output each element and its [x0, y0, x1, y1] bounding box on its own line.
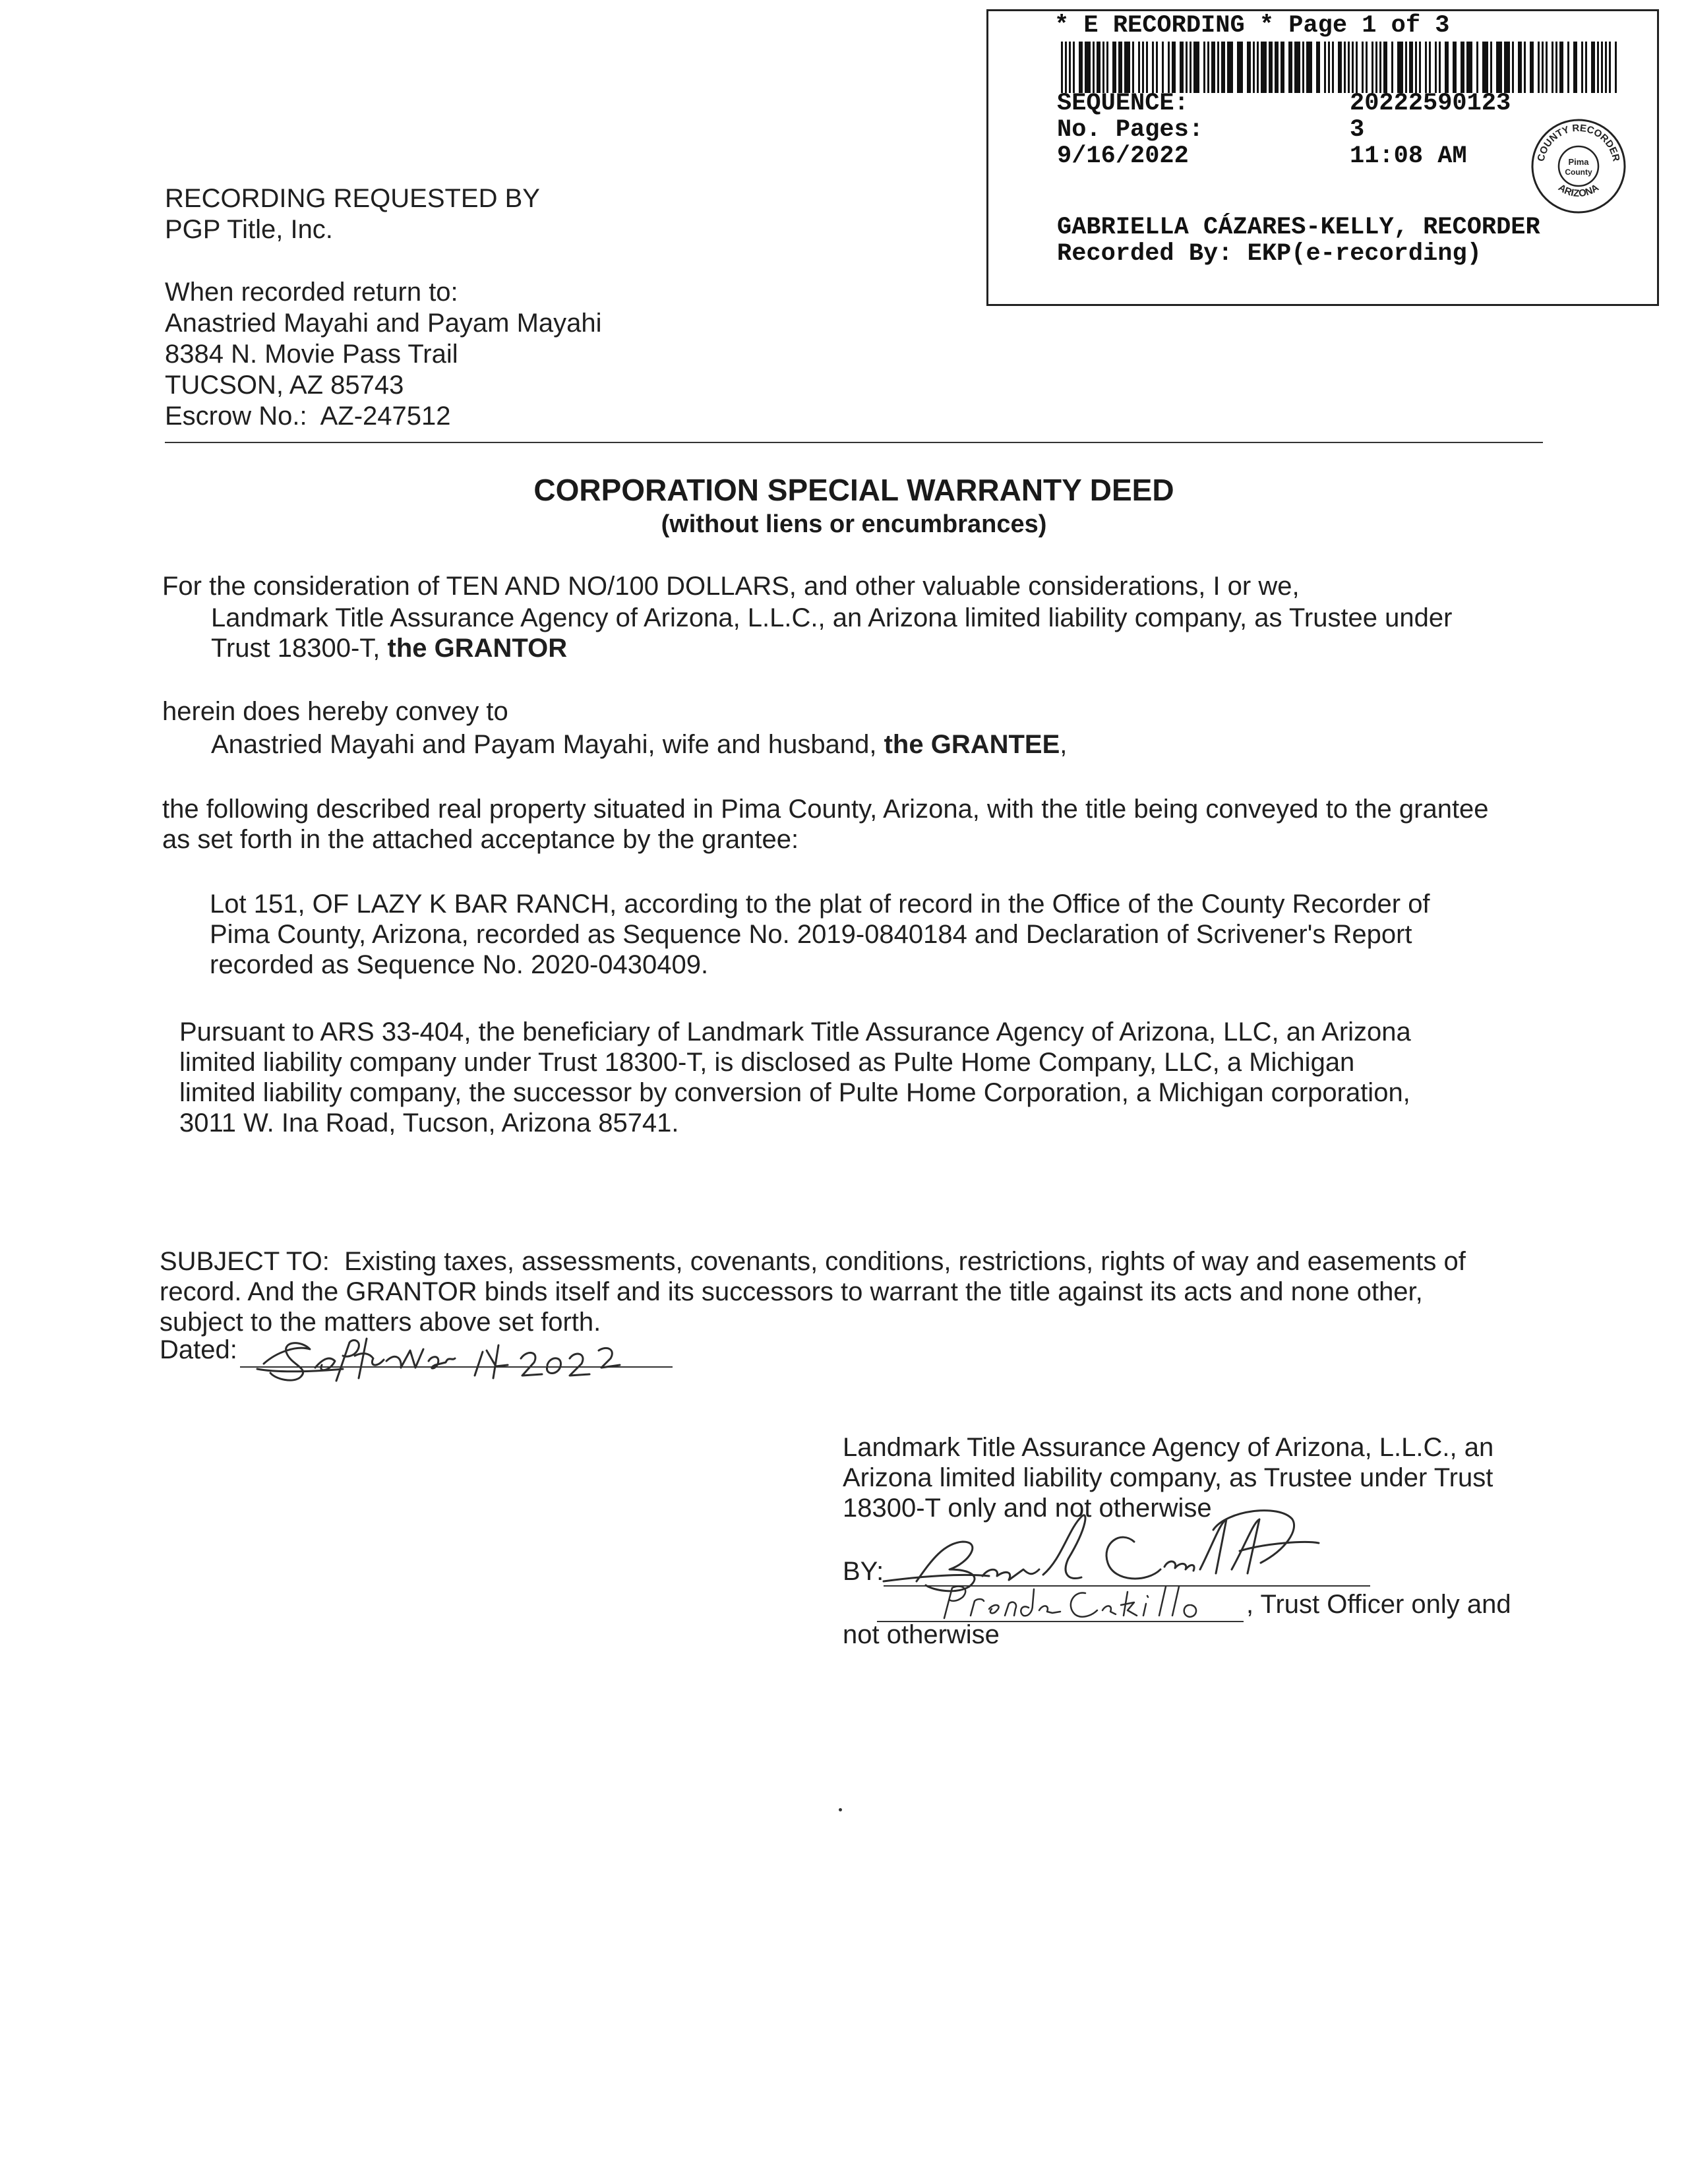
barcode-bar: [1253, 42, 1255, 93]
barcode-bar: [1079, 42, 1083, 93]
handwritten-printed-name: [936, 1579, 1240, 1625]
return-to-block: [165, 277, 602, 432]
barcode-bar: [1328, 42, 1330, 93]
barcode-bar: [1352, 42, 1354, 93]
barcode-bar: [1237, 42, 1243, 93]
requested-by: PGP Title, Inc.: [165, 215, 333, 244]
not-otherwise-text: not otherwise: [843, 1620, 1000, 1649]
barcode-bar: [1391, 42, 1393, 93]
barcode-bar: [1261, 42, 1267, 93]
barcode-bar: [1162, 42, 1164, 93]
legal-description-1: Lot 151, OF LAZY K BAR RANCH, according to the plat of record in the Office of the County Recorder of: [210, 890, 1430, 919]
trust-officer-text: , Trust Officer only and: [1246, 1590, 1511, 1619]
barcode-bar: [1193, 42, 1199, 93]
dated-label: Dated:: [160, 1335, 237, 1364]
grantee-names: Anastried Mayahi and Payam Mayahi, wife and husband,: [211, 730, 877, 759]
barcode-bar: [1172, 42, 1176, 93]
ars-disclosure-3: limited liability company, the successor by conversion of Pulte Home Corporation, a Michigan corporation,: [179, 1078, 1410, 1107]
subject-to-1: SUBJECT TO: Existing taxes, assessments, covenants, conditions, restrictions, rights of way and easements of: [160, 1247, 1466, 1276]
barcode-bar: [1227, 42, 1233, 93]
barcode-bar: [1362, 42, 1364, 93]
barcode-bar: [1512, 42, 1514, 93]
barcode-bar: [1269, 42, 1273, 93]
barcode-bar: [1461, 42, 1464, 93]
barcode-bar: [1211, 42, 1215, 93]
barcode-bar: [1546, 42, 1548, 93]
barcode: [1061, 42, 1621, 93]
barcode-bar: [1573, 42, 1577, 93]
convey-text: herein does hereby convey to: [162, 697, 508, 726]
barcode-bar: [1073, 42, 1075, 93]
grantee-comma: ,: [1060, 730, 1068, 759]
barcode-bar: [1146, 42, 1148, 93]
barcode-bar: [1221, 42, 1225, 93]
barcode-bar: [1615, 42, 1617, 93]
barcode-bar: [1332, 42, 1334, 93]
sequence-label: SEQUENCE:: [1057, 90, 1189, 117]
barcode-bar: [1106, 42, 1108, 93]
pages-label: No. Pages:: [1057, 116, 1204, 144]
recording-stamp: [986, 9, 1659, 306]
barcode-bar: [1102, 42, 1104, 93]
requested-by-label: RECORDING REQUESTED BY: [165, 184, 540, 213]
barcode-bar: [1405, 42, 1407, 93]
barcode-bar: [1601, 42, 1603, 93]
barcode-bar: [1453, 42, 1457, 93]
barcode-bar: [1581, 42, 1583, 93]
document-title: CORPORATION SPECIAL WARRANTY DEED: [533, 473, 1174, 507]
barcode-bar: [1538, 42, 1540, 93]
recorded-date: 9/16/2022: [1057, 142, 1189, 170]
header-divider: [165, 442, 1543, 443]
legal-description-3: recorded as Sequence No. 2020-0430409.: [210, 950, 709, 979]
barcode-bar: [1597, 42, 1599, 93]
barcode-bar: [1439, 42, 1441, 93]
barcode-bar: [1069, 42, 1071, 93]
barcode-bar: [1415, 42, 1417, 93]
scan-speck: [839, 1808, 842, 1811]
barcode-bar: [1397, 42, 1403, 93]
barcode-bar: [1348, 42, 1350, 93]
signatory-entity-3: 18300-T only and not otherwise: [843, 1494, 1212, 1523]
barcode-bar: [1429, 42, 1431, 93]
barcode-bar: [1324, 42, 1326, 93]
barcode-bar: [1490, 42, 1492, 93]
grantor-text-1: Landmark Title Assurance Agency of Arizona, L.L.C., an Arizona limited liability company, as Trustee under: [211, 603, 1453, 632]
barcode-bar: [1288, 42, 1292, 93]
barcode-bar: [1338, 42, 1342, 93]
seal-top-text: COUNTY RECORDER: [1535, 122, 1622, 163]
barcode-bar: [1142, 42, 1144, 93]
barcode-bar: [1316, 42, 1320, 93]
return-street: 8384 N. Movie Pass Trail: [165, 340, 458, 369]
ars-disclosure-1: Pursuant to ARS 33-404, the beneficiary of Landmark Title Assurance Agency of Arizona, LLC, an Arizona: [179, 1017, 1411, 1046]
barcode-bar: [1156, 42, 1158, 93]
grantor-label: the GRANTOR: [387, 634, 568, 663]
barcode-bar: [1567, 42, 1569, 93]
barcode-bar: [1591, 42, 1595, 93]
barcode-bar: [1217, 42, 1219, 93]
barcode-bar: [1294, 42, 1300, 93]
recording-requested-block: [165, 183, 540, 245]
barcode-bar: [1065, 42, 1067, 93]
pages-value: 3: [1350, 116, 1365, 144]
recorded-time: 11:08 AM: [1350, 142, 1467, 170]
legal-description-2: Pima County, Arizona, recorded as Sequence No. 2019-0840184 and Declaration of Scrivener's Report: [210, 920, 1412, 949]
grantor-trust: Trust 18300-T,: [211, 634, 380, 663]
barcode-bar: [1445, 42, 1449, 93]
county-recorder-seal-icon: [1529, 117, 1628, 216]
barcode-bar: [1356, 42, 1358, 93]
svg-text:ARIZONA: [1556, 182, 1601, 199]
barcode-bar: [1530, 42, 1534, 93]
barcode-bar: [1419, 42, 1421, 93]
barcode-bar: [1383, 42, 1387, 93]
barcode-bar: [1281, 42, 1284, 93]
barcode-bar: [1112, 42, 1116, 93]
barcode-bar: [1138, 42, 1140, 93]
grantee-text: [211, 729, 1067, 760]
recorded-by: Recorded By: EKP(e-recording): [1057, 240, 1482, 268]
barcode-bar: [1203, 42, 1205, 93]
document-subtitle: (without liens or encumbrances): [661, 510, 1047, 538]
barcode-bar: [1118, 42, 1122, 93]
barcode-bar: [1466, 42, 1472, 93]
barcode-bar: [1275, 42, 1279, 93]
barcode-bar: [1555, 42, 1557, 93]
barcode-bar: [1476, 42, 1478, 93]
barcode-bar: [1496, 42, 1502, 93]
barcode-bar: [1435, 42, 1437, 93]
handwritten-date: [237, 1312, 659, 1391]
barcode-bar: [1372, 42, 1373, 93]
barcode-bar: [1375, 42, 1377, 93]
barcode-bar: [1061, 42, 1063, 93]
barcode-bar: [1152, 42, 1154, 93]
barcode-bar: [1247, 42, 1251, 93]
barcode-bar: [1306, 42, 1312, 93]
barcode-bar: [1085, 42, 1091, 93]
seal-center-text-1: Pima: [1568, 157, 1589, 167]
return-city: TUCSON, AZ 85743: [165, 371, 404, 400]
barcode-bar: [1585, 42, 1587, 93]
stamp-header: * E RECORDING * Page 1 of 3: [1054, 12, 1450, 40]
barcode-bar: [1207, 42, 1209, 93]
barcode-bar: [1482, 42, 1488, 93]
barcode-bar: [1132, 42, 1134, 93]
signatory-entity-1: Landmark Title Assurance Agency of Arizona, L.L.C., an: [843, 1433, 1494, 1462]
barcode-bar: [1609, 42, 1611, 93]
barcode-bar: [1518, 42, 1522, 93]
barcode-bar: [1379, 42, 1381, 93]
recorder-name: GABRIELLA CÁZARES-KELLY, RECORDER: [1057, 214, 1540, 241]
barcode-bar: [1257, 42, 1259, 93]
grantor-text-2: [211, 633, 567, 664]
barcode-bar: [1559, 42, 1563, 93]
barcode-bar: [1302, 42, 1304, 93]
return-name: Anastried Mayahi and Payam Mayahi: [165, 309, 602, 338]
consideration-text: For the consideration of TEN AND NO/100 DOLLARS, and other valuable considerations, I or we,: [162, 572, 1300, 601]
barcode-bar: [1409, 42, 1413, 93]
barcode-bar: [1504, 42, 1510, 93]
barcode-bar: [1552, 42, 1553, 93]
ars-disclosure-2: limited liability company under Trust 18300-T, is disclosed as Pulte Home Company, LLC, a Michigan: [179, 1048, 1355, 1077]
seal-bottom-text: ARIZONA: [1556, 182, 1601, 200]
barcode-bar: [1190, 42, 1191, 93]
seal-center-text-2: County: [1565, 167, 1592, 177]
property-text-1: the following described real property situated in Pima County, Arizona, with the title being conveyed to the grantee: [162, 795, 1489, 824]
subject-to-2: record. And the GRANTOR binds itself and its successors to warrant the title against its acts and none other,: [160, 1277, 1423, 1306]
return-label: When recorded return to:: [165, 278, 458, 307]
barcode-bar: [1186, 42, 1188, 93]
ars-disclosure-4: 3011 W. Ina Road, Tucson, Arizona 85741.: [179, 1108, 679, 1138]
barcode-bar: [1425, 42, 1427, 93]
barcode-bar: [1605, 42, 1607, 93]
escrow-number: Escrow No.: AZ-247512: [165, 402, 451, 431]
grantee-label: the GRANTEE: [884, 730, 1060, 759]
barcode-bar: [1542, 42, 1544, 93]
barcode-bar: [1180, 42, 1184, 93]
barcode-bar: [1524, 42, 1526, 93]
subject-to-3: subject to the matters above set forth.: [160, 1308, 601, 1337]
property-text-2: as set forth in the attached acceptance by the grantee:: [162, 825, 799, 854]
barcode-bar: [1366, 42, 1368, 93]
signatory-entity-2: Arizona limited liability company, as Trustee under Trust: [843, 1463, 1493, 1492]
sequence-value: 20222590123: [1350, 90, 1511, 117]
barcode-bar: [1093, 42, 1095, 93]
by-label: BY:: [843, 1557, 884, 1586]
barcode-bar: [1344, 42, 1346, 93]
barcode-bar: [1097, 42, 1100, 93]
barcode-bar: [1168, 42, 1170, 93]
barcode-bar: [1124, 42, 1130, 93]
